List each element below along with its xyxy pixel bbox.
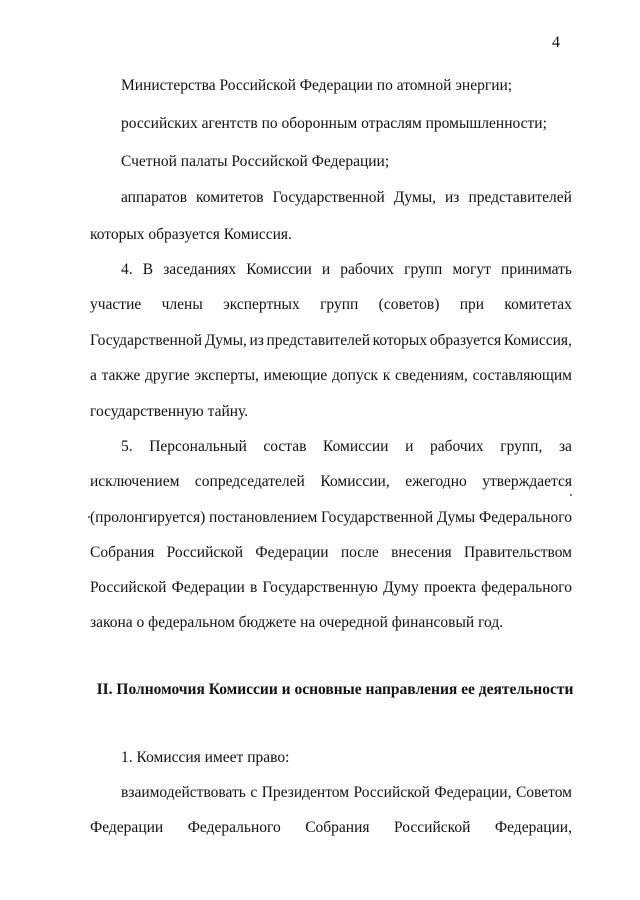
word: состав xyxy=(263,438,307,455)
word: федерального xyxy=(481,579,572,596)
word: принимать xyxy=(501,261,572,278)
text-line xyxy=(121,188,572,208)
text-line: Министерства Российской Федерации по атомной энергии; xyxy=(121,77,513,94)
word: заседаниях xyxy=(163,261,237,278)
word: Думы, xyxy=(204,332,247,349)
text-line xyxy=(121,260,572,280)
word: взаимодействовать xyxy=(121,784,246,801)
word: при xyxy=(459,296,485,313)
word: исключением xyxy=(90,473,180,490)
word: Российской xyxy=(90,579,167,596)
word: постановлением xyxy=(209,509,318,526)
text-line xyxy=(90,295,572,315)
word: Думы, xyxy=(393,189,436,206)
word: групп xyxy=(404,261,443,278)
word: образуется xyxy=(429,332,502,349)
text-line xyxy=(90,366,572,386)
word: Государственной xyxy=(321,509,434,526)
word: представителей xyxy=(468,189,572,206)
word: допуск xyxy=(331,367,379,384)
word: 5. xyxy=(121,438,133,455)
word: с xyxy=(250,784,258,801)
word: сведениям, xyxy=(394,367,468,384)
text-line: 1. Комиссия имеет право: xyxy=(121,749,290,766)
text-line xyxy=(90,472,572,492)
word: Федерации, xyxy=(434,784,512,801)
text-line xyxy=(90,543,572,563)
word: Государственную xyxy=(262,579,378,596)
word: Федерации, xyxy=(494,819,572,836)
word: из xyxy=(249,332,264,349)
word: другие xyxy=(145,367,190,384)
word: представителей xyxy=(266,332,370,349)
word: Российской xyxy=(394,819,471,836)
word: Президентом xyxy=(261,784,350,801)
word: рабочих xyxy=(340,261,394,278)
word: Комиссия, xyxy=(503,332,572,349)
word: за xyxy=(558,438,572,455)
word: Российской xyxy=(353,784,430,801)
word: комитетах xyxy=(504,296,572,313)
word: Государственной xyxy=(272,189,385,206)
word: групп, xyxy=(500,438,543,455)
word: (советов) xyxy=(378,296,440,313)
word: Собрания xyxy=(90,544,155,561)
word: и xyxy=(321,261,331,278)
word: Правительством xyxy=(463,544,572,561)
word: Комиссии xyxy=(246,261,312,278)
word: Думу xyxy=(383,579,419,596)
section-heading: II. Полномочия Комиссии и основные направления ее деятельности xyxy=(96,681,574,698)
word: составляющим xyxy=(472,367,572,384)
word: из xyxy=(445,189,460,206)
scan-speck xyxy=(88,516,90,518)
word: также xyxy=(101,367,141,384)
text-line xyxy=(90,331,572,351)
page-number: 4 xyxy=(552,34,560,51)
text-line xyxy=(121,783,572,803)
word: групп xyxy=(320,296,359,313)
word: проекта xyxy=(423,579,476,596)
word: Российской xyxy=(166,544,244,561)
word: экспертных xyxy=(223,296,300,313)
word: Государственной xyxy=(90,332,203,349)
word: 4. xyxy=(121,261,133,278)
text-line: российских агентств по оборонным отраслям промышленности; xyxy=(121,115,547,132)
word: Собрания xyxy=(305,819,370,836)
word: в xyxy=(249,579,258,596)
text-line: государственную тайну. xyxy=(90,403,249,420)
word: Федерации xyxy=(171,579,245,596)
text-line xyxy=(90,508,572,528)
word: внесения xyxy=(391,544,452,561)
word: эксперты, xyxy=(194,367,259,384)
word: Думы xyxy=(436,509,476,526)
word: Комиссии xyxy=(323,438,389,455)
word: Федерального xyxy=(187,819,281,836)
word: Персональный xyxy=(149,438,247,455)
word: могут xyxy=(452,261,491,278)
word: участие xyxy=(90,296,142,313)
word: аппаратов xyxy=(121,189,188,206)
word: а xyxy=(90,367,97,384)
word: Федерации xyxy=(90,819,164,836)
word: комитетов xyxy=(196,189,264,206)
text-line: закона о федеральном бюджете на очередной финансовый год. xyxy=(90,614,504,631)
word: рабочих xyxy=(429,438,484,455)
text-line: которых образуется Комиссия. xyxy=(90,226,292,243)
word: и xyxy=(405,438,414,455)
word: после xyxy=(340,544,379,561)
text-line: Счетной палаты Российской Федерации; xyxy=(121,153,390,170)
word: (пролонгируется) xyxy=(90,509,206,526)
word: члены xyxy=(161,296,203,313)
word: сопредседателей xyxy=(194,473,305,490)
word: которых xyxy=(372,332,428,349)
word: Советом xyxy=(515,784,572,801)
text-line xyxy=(90,578,572,598)
text-line xyxy=(121,437,572,457)
scan-speck xyxy=(570,494,572,496)
word: имеющие xyxy=(263,367,328,384)
word: к xyxy=(382,367,391,384)
word: В xyxy=(142,261,154,278)
text-line xyxy=(90,818,572,838)
word: Комиссии, xyxy=(320,473,390,490)
word: Федерального xyxy=(478,509,572,526)
word: утверждается xyxy=(482,473,572,490)
word: Федерации xyxy=(255,544,329,561)
word: ежегодно xyxy=(405,473,467,490)
